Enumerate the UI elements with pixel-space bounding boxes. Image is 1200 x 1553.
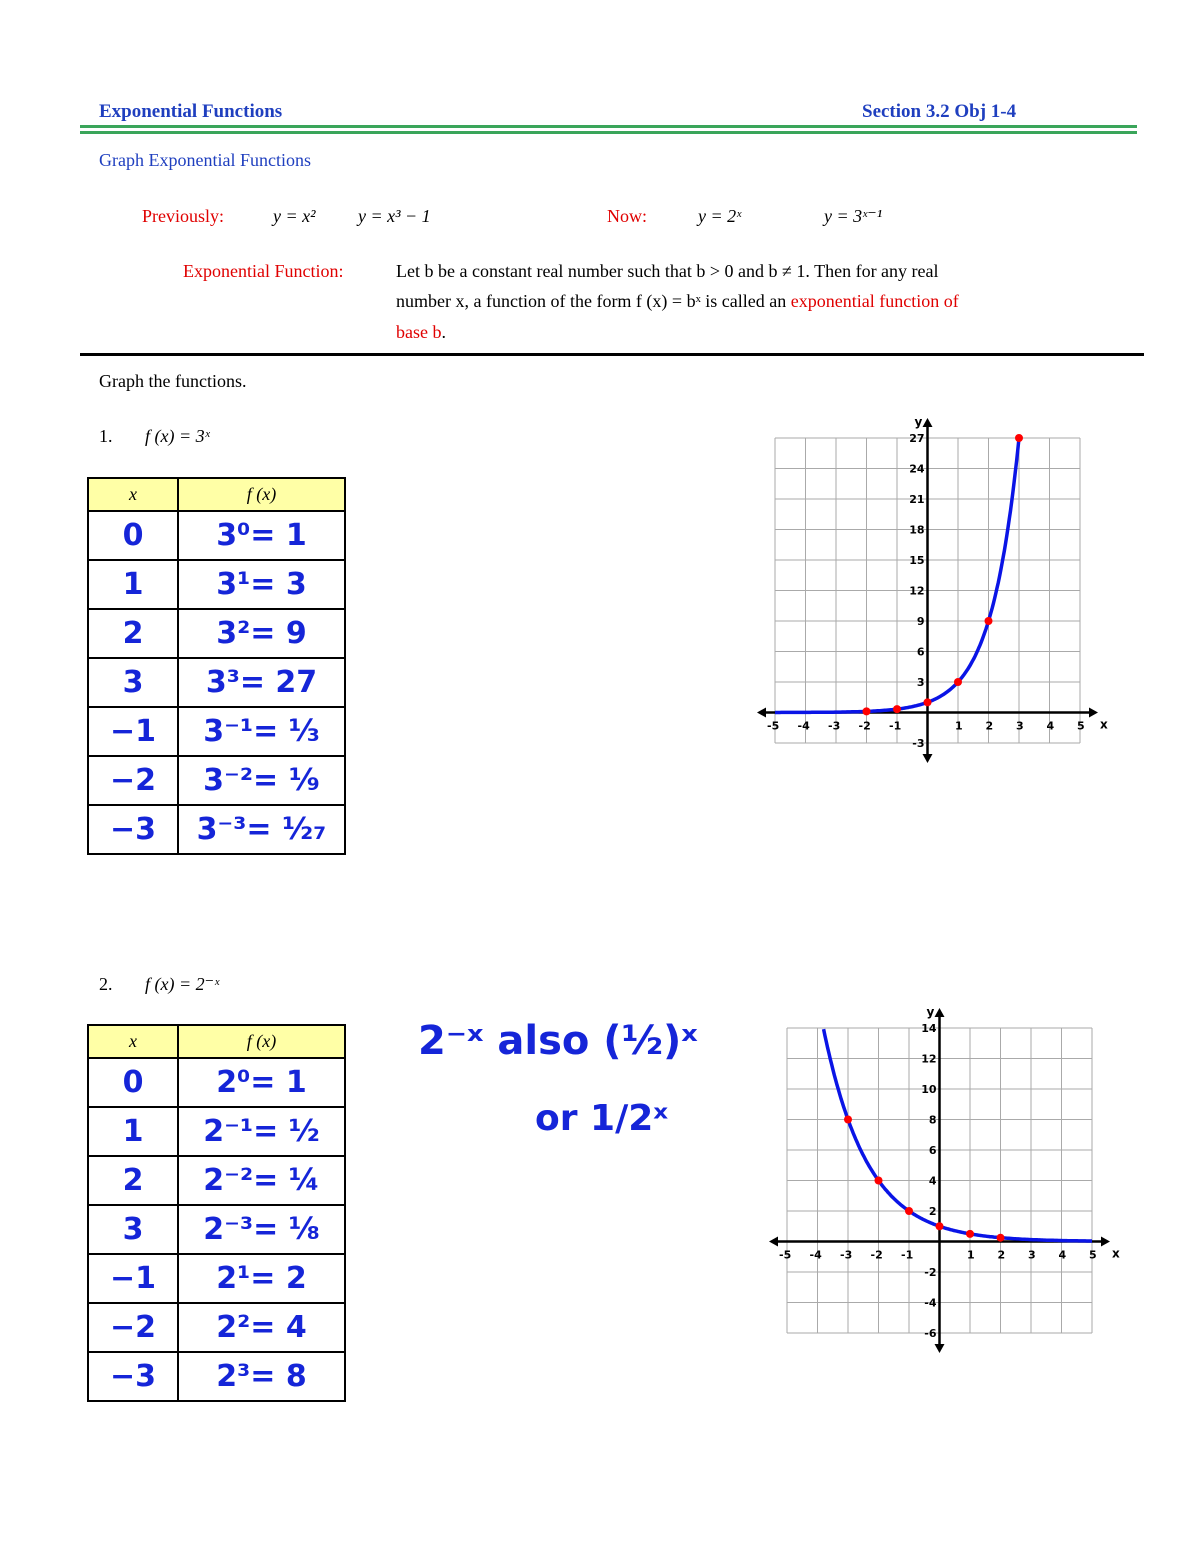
definition-line2-text: number x, a function of the form f (x) = bˣ is called an <box>396 291 791 311</box>
x-tick-label: -3 <box>828 719 841 733</box>
fx-cell: 3⁻²= ¹⁄₉ <box>178 756 345 805</box>
fx-cell: 2⁻²= ¼ <box>178 1156 345 1205</box>
problem1-table <box>87 477 346 855</box>
definition-end: . <box>441 322 446 342</box>
now-eq2: y = 3ˣ⁻¹ <box>824 206 883 226</box>
column-header-fx: f (x) <box>178 478 345 511</box>
data-point <box>1015 434 1023 442</box>
problem2-graph <box>760 995 1130 1365</box>
y-axis-arrow-down <box>923 754 933 763</box>
x-cell: 0 <box>88 1058 178 1107</box>
x-axis-label: x <box>1112 1246 1120 1261</box>
previously-eq2: y = x³ − 1 <box>358 206 431 226</box>
definition-term: exponential function of <box>790 291 959 311</box>
table-row <box>88 1254 345 1303</box>
table-row <box>88 1352 345 1401</box>
table-row <box>88 511 345 560</box>
header-rule-bottom <box>80 131 1137 134</box>
x-cell: −3 <box>88 1352 178 1401</box>
previously-eq1: y = x² <box>273 206 316 226</box>
x-cell: 1 <box>88 560 178 609</box>
y-tick-label: 3 <box>916 676 925 689</box>
x-tick-label: -2 <box>870 1248 883 1262</box>
table-row <box>88 1205 345 1254</box>
x-tick-label: 5 <box>1077 719 1085 733</box>
y-tick-label: -2 <box>924 1266 937 1279</box>
data-point <box>863 707 871 715</box>
table-row <box>88 707 345 756</box>
handwritten-note-line1: 2⁻ˣ also (½)ˣ <box>418 1018 698 1064</box>
y-axis-arrow-down <box>935 1344 945 1353</box>
table-row <box>88 658 345 707</box>
page-title: Exponential Functions <box>99 101 283 122</box>
y-tick-label: 10 <box>921 1083 937 1096</box>
fx-cell: 3²= 9 <box>178 609 345 658</box>
table-row <box>88 560 345 609</box>
y-tick-label: 6 <box>916 645 925 659</box>
table-row <box>88 756 345 805</box>
x-cell: −2 <box>88 756 178 805</box>
x-axis-arrow-right <box>1101 1237 1110 1247</box>
now-eq1: y = 2ˣ <box>698 206 742 226</box>
data-point <box>893 705 901 713</box>
table-header-row <box>88 1025 345 1058</box>
y-tick-label: -6 <box>924 1327 937 1340</box>
x-axis-arrow-left <box>769 1237 778 1247</box>
problem1-function: f (x) = 3ˣ <box>145 426 210 446</box>
column-header-x: x <box>88 478 178 511</box>
definition-base: base b <box>396 322 442 342</box>
x-tick-label: 3 <box>1016 719 1024 733</box>
fx-cell: 2¹= 2 <box>178 1254 345 1303</box>
definition-line3 <box>396 322 446 343</box>
function-curve <box>824 1029 1092 1241</box>
problem2-function: f (x) = 2⁻ˣ <box>145 974 220 994</box>
x-tick-label: 4 <box>1058 1248 1067 1262</box>
x-cell: 2 <box>88 1156 178 1205</box>
table-row <box>88 1156 345 1205</box>
x-cell: −2 <box>88 1303 178 1352</box>
y-tick-label: -3 <box>912 737 925 750</box>
x-axis-arrow-left <box>757 708 766 718</box>
y-tick-label: 21 <box>909 493 925 506</box>
problem2-table <box>87 1024 346 1402</box>
y-tick-label: 27 <box>909 432 925 445</box>
x-tick-label: 4 <box>1046 719 1055 733</box>
x-tick-label: 3 <box>1028 1248 1036 1262</box>
y-tick-label: 18 <box>909 523 925 537</box>
instruction: Graph the functions. <box>99 371 247 391</box>
y-axis-label: y <box>914 415 923 429</box>
definition-label: Exponential Function: <box>183 261 344 281</box>
x-tick-label: 1 <box>967 1248 975 1262</box>
x-cell: 2 <box>88 609 178 658</box>
x-tick-label: 2 <box>997 1248 1006 1262</box>
y-tick-label: 24 <box>909 462 925 476</box>
fx-cell: 2³= 8 <box>178 1352 345 1401</box>
table-row <box>88 1058 345 1107</box>
y-tick-label: 4 <box>928 1174 937 1188</box>
column-header-fx: f (x) <box>178 1025 345 1058</box>
y-axis-label: y <box>926 1005 935 1019</box>
y-tick-label: 15 <box>909 554 925 567</box>
x-tick-label: -4 <box>809 1248 822 1262</box>
data-point <box>954 678 962 686</box>
x-cell: 3 <box>88 658 178 707</box>
x-tick-label: 5 <box>1089 1248 1097 1262</box>
x-tick-label: -5 <box>767 719 780 733</box>
y-tick-label: 14 <box>921 1022 937 1035</box>
section-divider <box>80 353 1144 356</box>
x-cell: −1 <box>88 1254 178 1303</box>
fx-cell: 3⁻¹= ⅓ <box>178 707 345 756</box>
x-cell: 1 <box>88 1107 178 1156</box>
fx-cell: 2⁻¹= ½ <box>178 1107 345 1156</box>
x-cell: 3 <box>88 1205 178 1254</box>
x-tick-label: 2 <box>985 719 994 733</box>
table-header-row <box>88 478 345 511</box>
fx-cell: 2²= 4 <box>178 1303 345 1352</box>
x-cell: −3 <box>88 805 178 854</box>
y-tick-label: -4 <box>924 1296 937 1310</box>
x-axis-label: x <box>1100 717 1108 732</box>
data-point <box>936 1222 944 1230</box>
x-tick-label: -4 <box>797 719 810 733</box>
column-header-x: x <box>88 1025 178 1058</box>
y-tick-label: 12 <box>921 1052 937 1066</box>
data-point <box>966 1230 974 1238</box>
problem1-number: 1. <box>99 426 113 446</box>
table-row <box>88 1107 345 1156</box>
data-point <box>985 617 993 625</box>
fx-cell: 2⁰= 1 <box>178 1058 345 1107</box>
handwritten-note-line2: or 1/2ˣ <box>535 1098 669 1139</box>
now-label: Now: <box>607 206 647 226</box>
y-axis-arrow-up <box>923 418 933 427</box>
y-axis-arrow-up <box>935 1008 945 1017</box>
x-tick-label: -3 <box>840 1248 853 1262</box>
x-tick-label: -1 <box>901 1248 914 1262</box>
x-tick-label: -5 <box>779 1248 792 1262</box>
problem1-graph <box>750 405 1120 775</box>
subtitle: Graph Exponential Functions <box>99 150 311 170</box>
section-label: Section 3.2 Obj 1-4 <box>862 101 1017 122</box>
data-point <box>905 1207 913 1215</box>
fx-cell: 3³= 27 <box>178 658 345 707</box>
data-point <box>924 698 932 706</box>
definition-line2 <box>396 291 1116 312</box>
y-tick-label: 9 <box>916 615 925 628</box>
y-tick-label: 8 <box>928 1113 937 1127</box>
x-tick-label: -1 <box>889 719 902 733</box>
x-cell: −1 <box>88 707 178 756</box>
x-axis-arrow-right <box>1089 708 1098 718</box>
fx-cell: 2⁻³= ⅛ <box>178 1205 345 1254</box>
fx-cell: 3⁰= 1 <box>178 511 345 560</box>
definition-line1: Let b be a constant real number such that b > 0 and b ≠ 1. Then for any real <box>396 261 939 281</box>
data-point <box>844 1116 852 1124</box>
header-rule-top <box>80 125 1137 128</box>
x-tick-label: 1 <box>955 719 963 733</box>
x-cell: 0 <box>88 511 178 560</box>
data-point <box>997 1234 1005 1242</box>
y-tick-label: 6 <box>928 1144 937 1157</box>
table-row <box>88 1303 345 1352</box>
y-tick-label: 12 <box>909 584 925 598</box>
fx-cell: 3¹= 3 <box>178 560 345 609</box>
fx-cell: 3⁻³= ¹⁄₂₇ <box>178 805 345 854</box>
x-tick-label: -2 <box>858 719 871 733</box>
problem2-number: 2. <box>99 974 113 994</box>
previously-label: Previously: <box>142 206 225 226</box>
data-point <box>875 1177 883 1185</box>
y-tick-label: 2 <box>928 1205 937 1218</box>
table-row <box>88 805 345 854</box>
table-row <box>88 609 345 658</box>
